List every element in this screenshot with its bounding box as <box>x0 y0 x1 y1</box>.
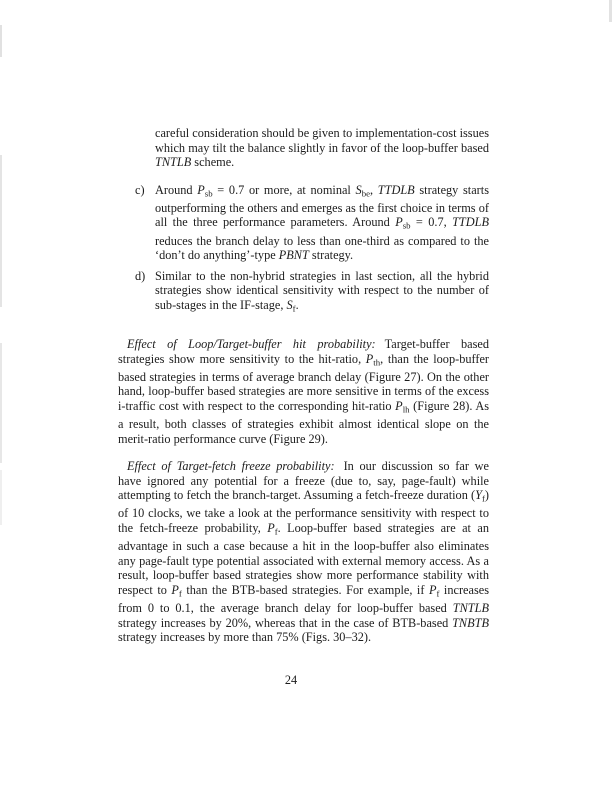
page-number: 24 <box>284 673 298 687</box>
list-item-label: c) <box>135 182 145 197</box>
paragraph-effect-hit-probability: Effect of Loop/Target-buffer hit probability: Target-buffer based strategies show more sensitivity to the hit-ratio, $P_{th}$, than the loop-buffer based strategies in terms of average branch delay (Figure 27). On the other hand, loop-buffer based strategies are more sensitive in terms of the excess i-traffic cost with respect to the corresponding hit-ratio $P_{lh}$ (Figure 28). As a result, both classes of strategies exhibit almost identical slope on the merit-ratio performance curve (Figure 29). <box>118 337 490 446</box>
list-item-d <box>118 269 489 316</box>
scan-artifact <box>0 155 2 307</box>
list-item-label: d) <box>135 268 146 283</box>
list-item-c <box>118 183 489 263</box>
scan-artifact <box>0 343 2 463</box>
list-item-text: Around $P_{sb} = 0.7$ or more, at nominal $S_{be}$, TTDLB strategy starts outperforming the others and emerges as the first choice in terms of all the three performance parameters. Around $P_{sb} = 0.7$, TTDLB reduces the branch delay to less than one-third as compared to the ‘don’t do anything’-type PBNT strategy. <box>155 182 489 263</box>
paragraph-continuation: careful consideration should be given to implementation-cost issues which may tilt the balance slightly in favor of the loop-buffer based TNTLB scheme. <box>155 126 489 170</box>
list-item-text: Similar to the non-hybrid strategies in last section, all the hybrid strategies show identical sensitivity with respect to the number of sub-stages in the IF-stage, $S_f$. <box>155 268 489 314</box>
scan-artifact <box>0 25 2 57</box>
text-block <box>118 126 489 645</box>
scan-artifact <box>0 470 2 525</box>
paragraph-effect-freeze-probability: Effect of Target-fetch freeze probability: In our discussion so far we have ignored any potential for a freeze (due to, say, page-fault) while attempting to fetch the branch-target. Assuming a fetch-freeze duration $(Y_f)$ of 10 clocks, we take a look at the performance sensitivity with respect to the fetch-freeze probability, $P_f$. Loop-buffer based strategies are at an advantage in such a case because a hit in the loop-buffer also eliminates any page-fault type potential associated with external memory access. As a result, loop-buffer based strategies show more performance stability with respect to $P_f$ than the BTB-based strategies. For example, if $P_f$ increases from 0 to 0.1, the average branch delay for loop-buffer based TNTLB strategy increases by 20%, whereas that in the case of BTB-based TNBTB strategy increases by more than 75% (Figs. 30–32). <box>118 459 490 645</box>
